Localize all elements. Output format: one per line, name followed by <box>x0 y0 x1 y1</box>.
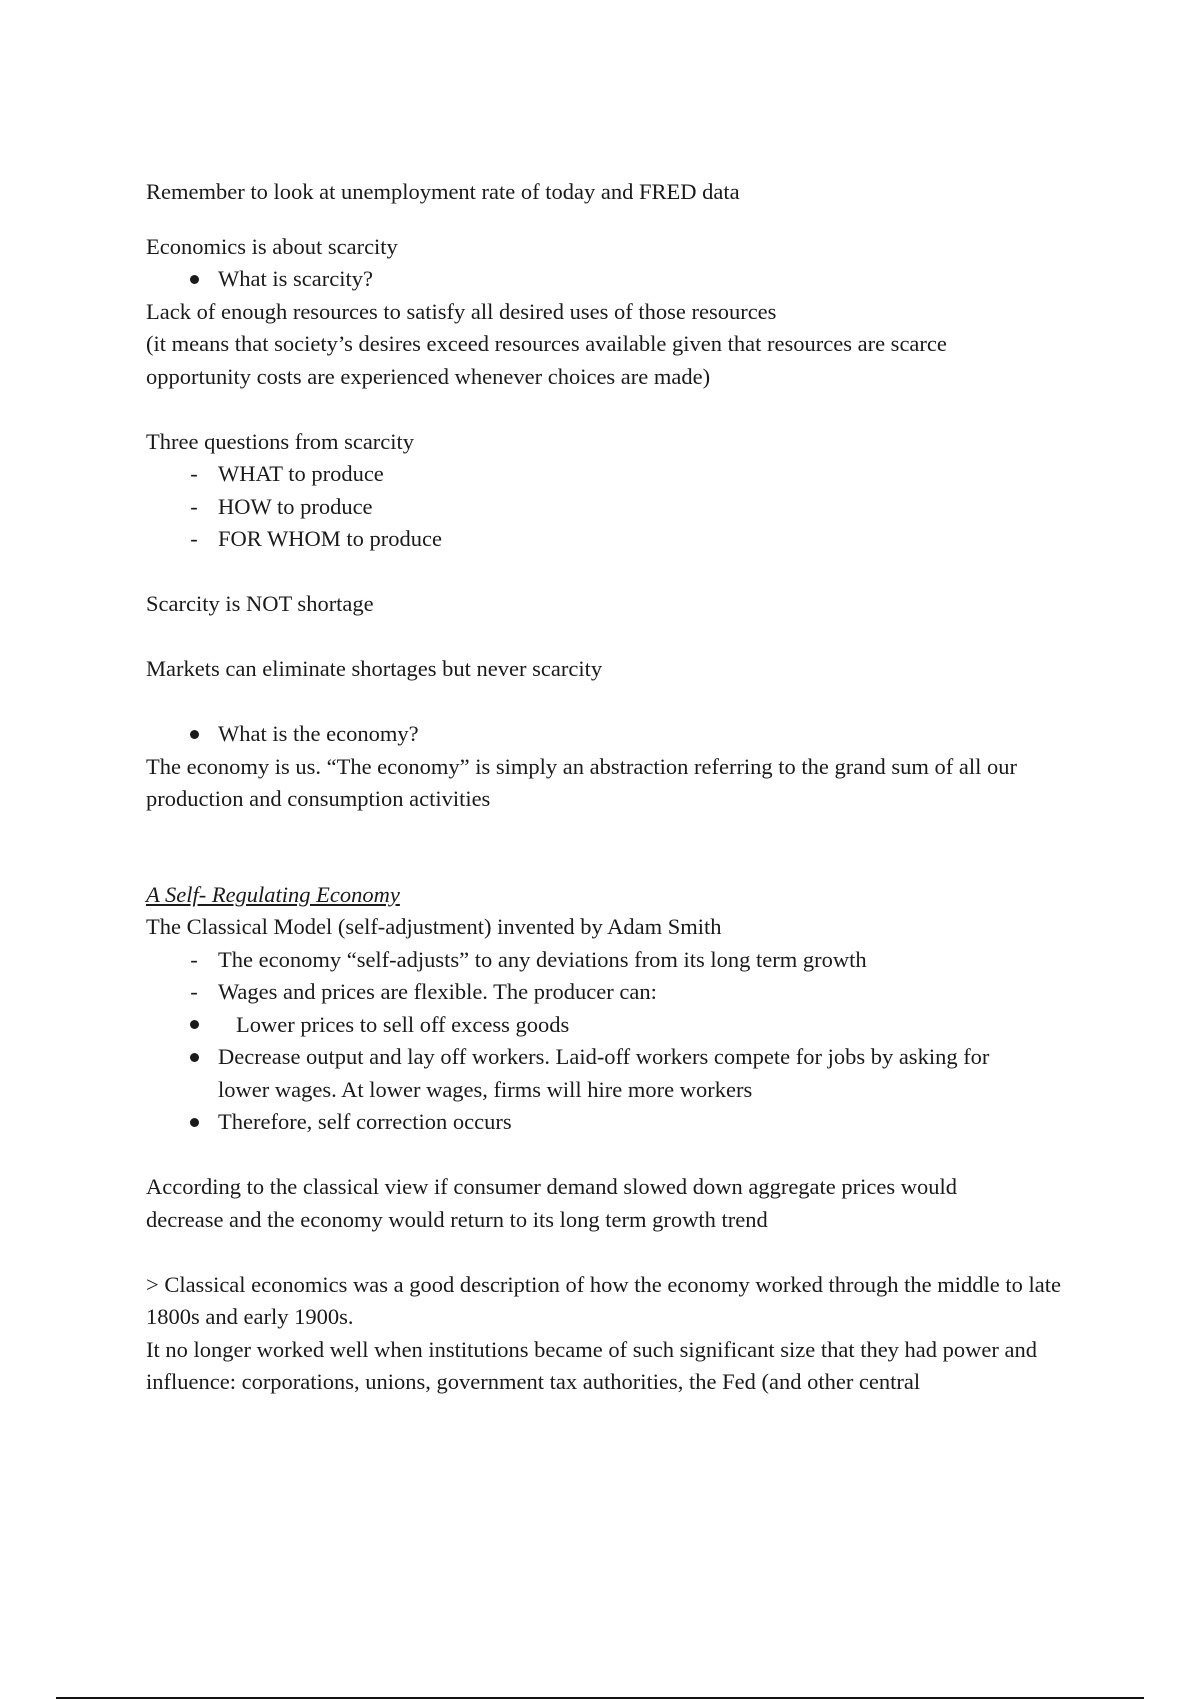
question-text: What is the economy? <box>218 721 419 746</box>
list-item-what <box>146 458 1106 491</box>
classical-description-paragraph: > Classical economics was a good description of how the economy worked through the middle to late 1800s and early 1900s. <box>146 1271 1061 1329</box>
list-item-what-is-scarcity <box>146 263 1106 296</box>
scarcity-definition: Lack of enough resources to satisfy all desired uses of those resources <box>146 298 777 324</box>
reminder-note: Remember to look at unemployment rate of today and FRED data <box>146 179 740 204</box>
list-item-for-whom <box>146 523 1106 556</box>
document-page <box>146 176 1106 1399</box>
question-text: What is scarcity? <box>218 266 373 291</box>
dash-marker: - <box>190 493 198 519</box>
list-item-wages-prices <box>146 976 1106 1009</box>
bullet-icon <box>184 263 204 296</box>
dash-marker: - <box>190 461 198 486</box>
section-title: A Self- Regulating Economy <box>146 881 400 907</box>
question-how: HOW to produce <box>218 493 373 519</box>
bullet-item-text: Decrease output and lay off workers. Laid-off workers compete for jobs by asking for lower wages. At lower wages, firms will hire more workers <box>218 1044 990 1102</box>
dash-marker: - <box>190 526 198 551</box>
no-longer-paragraph: It no longer worked well when institutions became of such significant size that they had power and influence: corporations, unions, government tax authorities, the Fed (and other central <box>146 1336 1038 1394</box>
page-bottom-rule <box>56 1697 1144 1699</box>
scarcity-heading: Economics is about scarcity <box>146 233 398 259</box>
bullet-icon <box>184 1009 204 1042</box>
list-item-what-is-economy <box>146 718 1106 751</box>
bullet-icon <box>184 718 204 751</box>
question-for-whom: FOR WHOM to produce <box>218 526 442 551</box>
dash-marker: - <box>190 979 198 1004</box>
classical-view-paragraph: According to the classical view if consumer demand slowed down aggregate prices would decrease and the economy would return to its long term growth trend <box>146 1174 957 1232</box>
dash-item-text: Wages and prices are flexible. The producer can: <box>218 979 657 1004</box>
bullet-item-text: Lower prices to sell off excess goods <box>236 1011 570 1037</box>
bullet-icon <box>184 1041 204 1074</box>
question-what: WHAT to produce <box>218 461 384 486</box>
list-item-how <box>146 491 1106 524</box>
scarcity-not-shortage: Scarcity is NOT shortage <box>146 591 374 616</box>
list-item-lower-prices <box>146 1009 1106 1042</box>
bullet-item-text: Therefore, self correction occurs <box>218 1109 512 1134</box>
economy-definition: The economy is us. “The economy” is simply an abstraction referring to the grand sum of all our production and consumption activities <box>146 753 1018 811</box>
bullet-icon <box>184 1106 204 1139</box>
classical-model-line: The Classical Model (self-adjustment) invented by Adam Smith <box>146 914 722 939</box>
markets-line: Markets can eliminate shortages but never scarcity <box>146 656 603 681</box>
dash-marker: - <box>190 946 198 972</box>
scarcity-explanation: (it means that society’s desires exceed resources available given that resources are scarce opportunity costs are experienced whenever choices are made) <box>146 331 947 389</box>
list-item-decrease-output <box>146 1041 1038 1106</box>
list-item-self-correction <box>146 1106 1106 1139</box>
three-questions-heading: Three questions from scarcity <box>146 428 415 454</box>
list-item-self-adjusts <box>146 944 1106 977</box>
dash-item-text: The economy “self-adjusts” to any deviations from its long term growth <box>218 946 867 972</box>
